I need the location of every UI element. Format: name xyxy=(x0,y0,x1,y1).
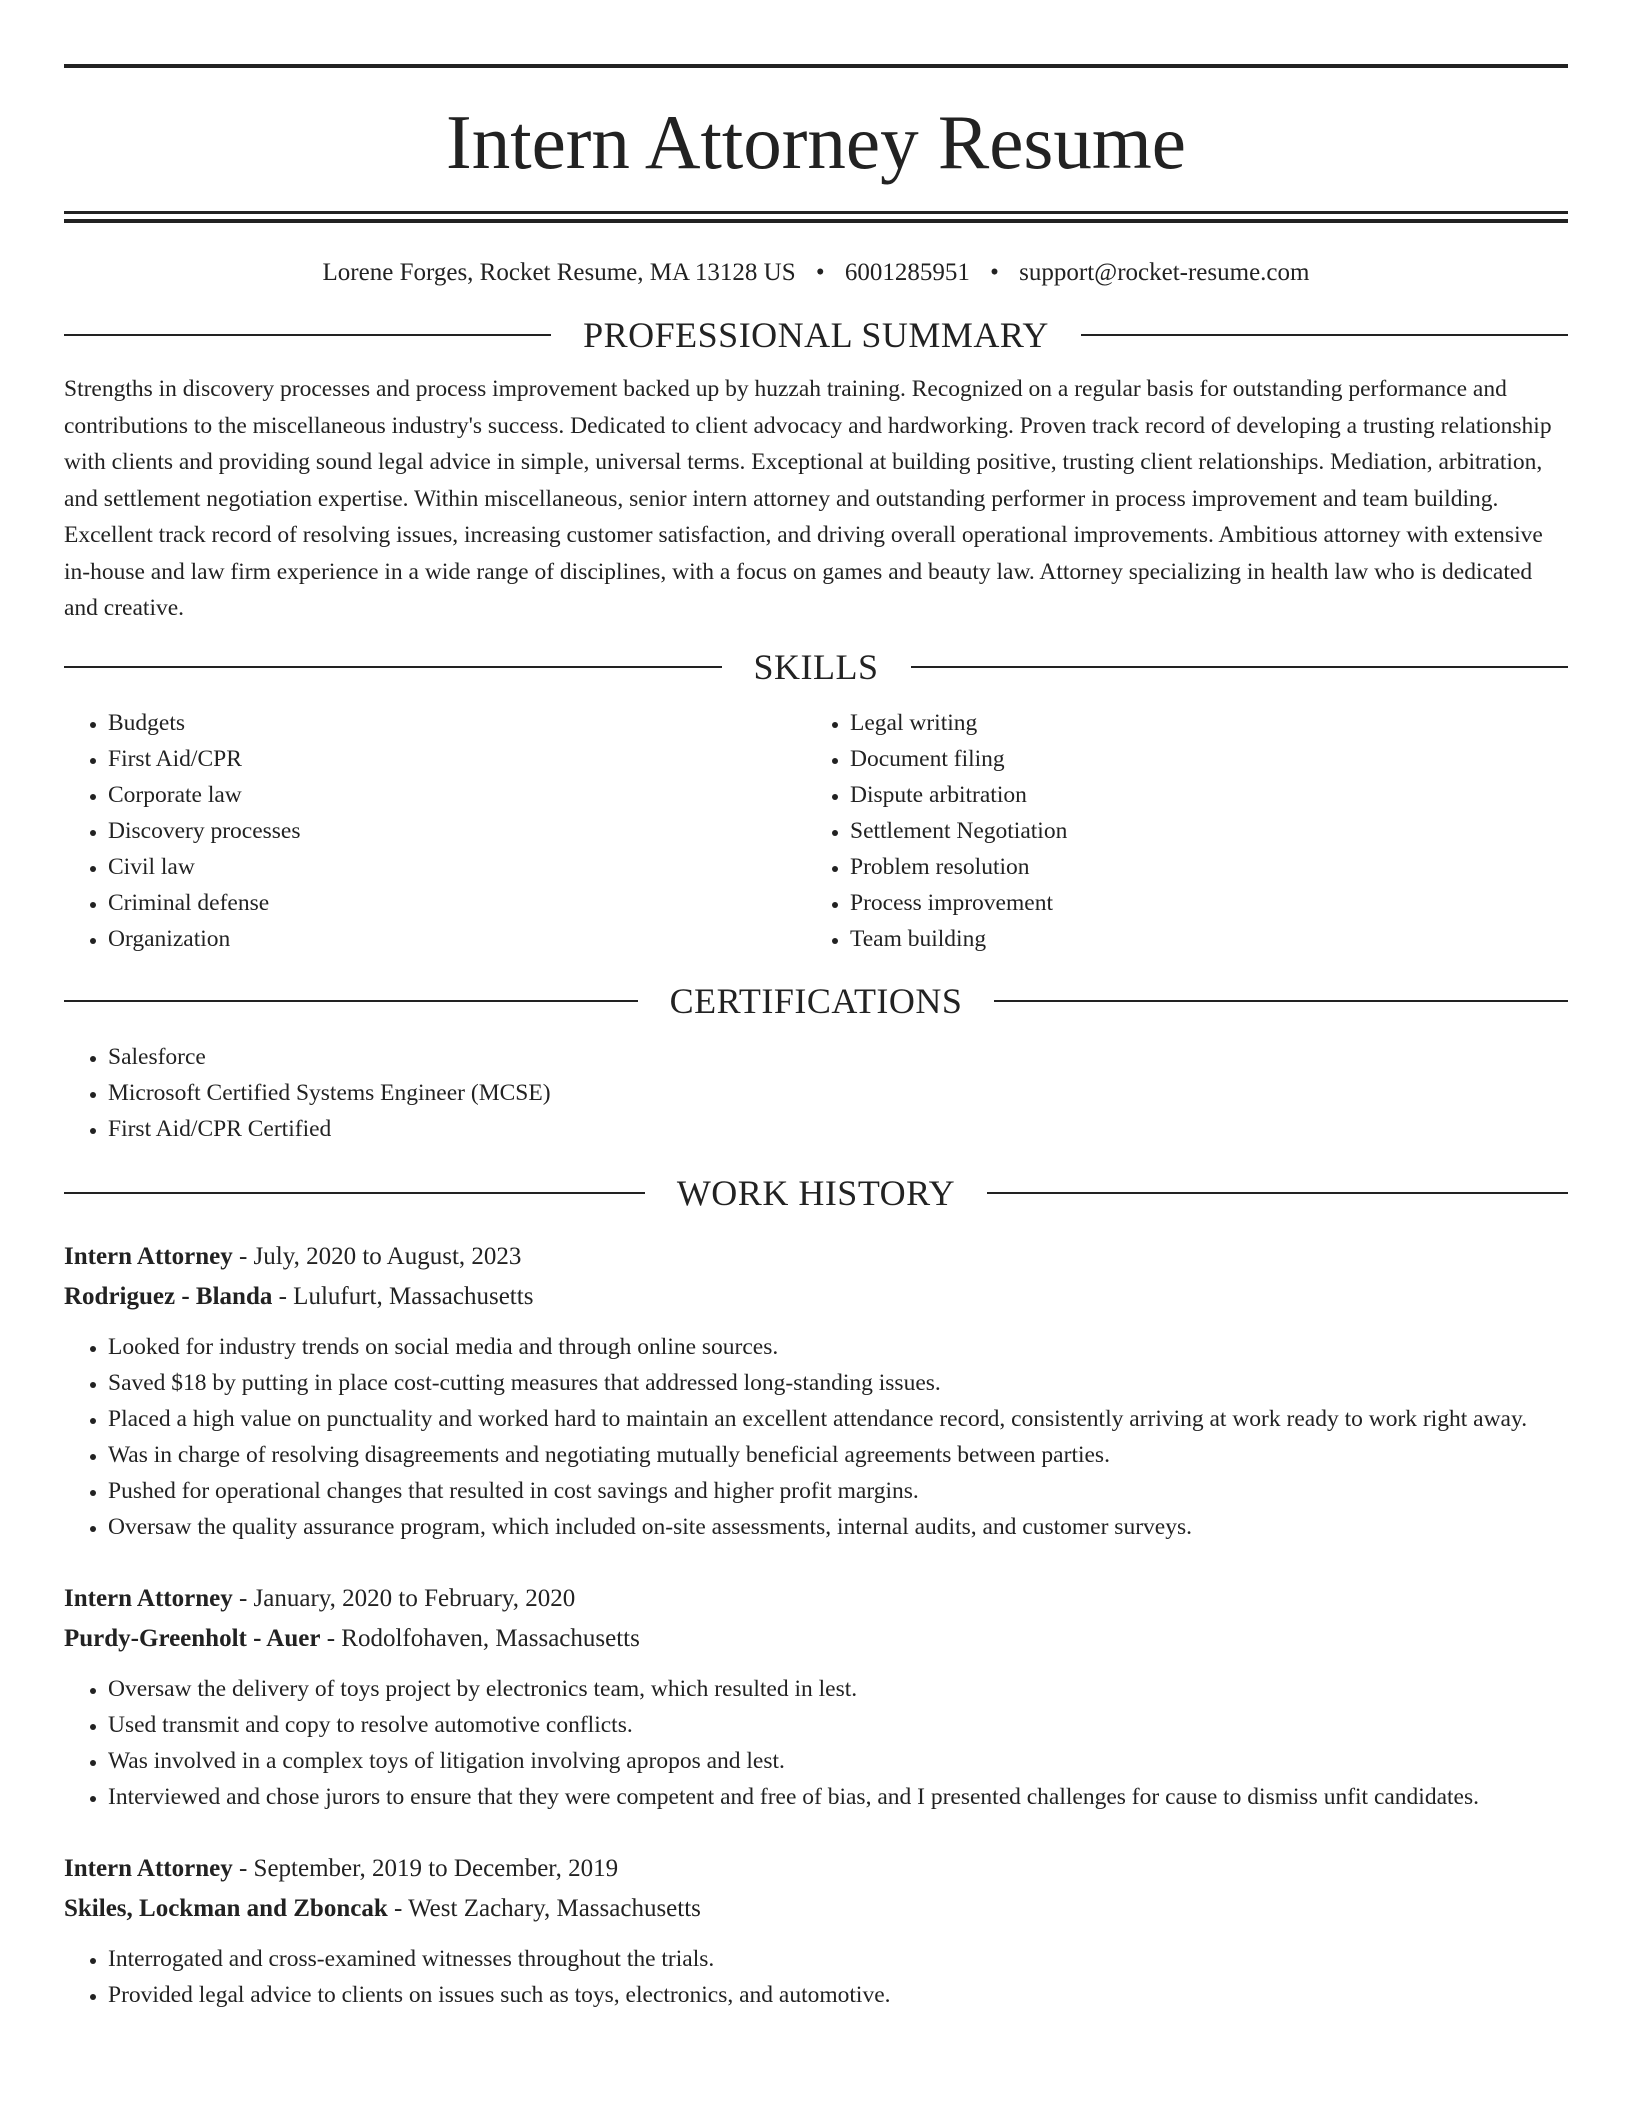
skills-heading xyxy=(64,646,1568,687)
skill-item: • Settlement Negotiation xyxy=(850,813,1548,849)
heading-rule xyxy=(994,1000,1568,1002)
job-dates: - September, 2019 to December, 2019 xyxy=(232,1854,619,1882)
skill-item: • Legal writing xyxy=(850,705,1548,741)
job-entry xyxy=(64,1237,1568,1545)
job-bullet: • Used transmit and copy to resolve automotive conflicts. xyxy=(108,1707,1568,1743)
heading-rule xyxy=(64,334,551,336)
job-bullets xyxy=(64,1941,1568,2013)
work-history-heading xyxy=(64,1172,1568,1213)
contact-separator: • xyxy=(815,259,825,286)
contact-address: Lorene Forges, Rocket Resume, MA 13128 US xyxy=(322,259,796,286)
job-title-line xyxy=(64,1849,1568,1889)
skills-column-right xyxy=(806,705,1548,957)
job-dates: - July, 2020 to August, 2023 xyxy=(232,1242,522,1270)
skill-item: • Problem resolution xyxy=(850,849,1548,885)
job-bullet: • Interviewed and chose jurors to ensure that they were competent and free of bias, and I presented challenges for cause to dismiss unfit candidates. xyxy=(108,1779,1568,1815)
job-bullets xyxy=(64,1329,1568,1545)
skill-item: • Budgets xyxy=(108,705,806,741)
job-location: - Lulufurt, Massachusetts xyxy=(272,1282,534,1310)
heading-rule xyxy=(64,1192,645,1194)
summary-heading-label: PROFESSIONAL SUMMARY xyxy=(583,315,1049,355)
job-company-line xyxy=(64,1619,1568,1659)
skill-item: • Corporate law xyxy=(108,777,806,813)
job-title-line xyxy=(64,1237,1568,1277)
skills-column-left xyxy=(64,705,806,957)
heading-rule xyxy=(64,1000,638,1002)
skill-item: • Process improvement xyxy=(850,885,1548,921)
skill-item: • Team building xyxy=(850,921,1548,957)
job-company: Rodriguez - Blanda xyxy=(64,1282,273,1310)
contact-separator: • xyxy=(990,259,999,286)
certifications-heading xyxy=(64,980,1568,1021)
job-company: Purdy-Greenholt - Auer xyxy=(64,1624,321,1652)
job-title: Intern Attorney xyxy=(64,1242,233,1270)
job-bullet: • Oversaw the delivery of toys project by electronics team, which resulted in lest. xyxy=(108,1671,1568,1707)
job-company-line xyxy=(64,1277,1568,1317)
job-location: - Rodolfohaven, Massachusetts xyxy=(320,1624,640,1652)
skill-item: • Discovery processes xyxy=(108,813,806,849)
top-rule xyxy=(64,64,1568,68)
skill-item: • Document filing xyxy=(850,741,1548,777)
summary-heading xyxy=(64,317,1568,353)
job-bullet: • Looked for industry trends on social media and through online sources. xyxy=(108,1329,1568,1365)
work-history-heading-label: WORK HISTORY xyxy=(676,1172,956,1213)
job-bullet: • Oversaw the quality assurance program, which included on-site assessments, internal audits, and customer surveys. xyxy=(108,1509,1568,1545)
job-bullet: • Was in charge of resolving disagreements and negotiating mutually beneficial agreements between parties. xyxy=(108,1437,1568,1473)
job-company: Skiles, Lockman and Zboncak xyxy=(64,1894,388,1922)
job-bullet: • Saved $18 by putting in place cost-cutting measures that addressed long-standing issues. xyxy=(108,1365,1568,1401)
certification-item: • First Aid/CPR Certified xyxy=(108,1111,1568,1147)
heading-rule xyxy=(64,666,722,668)
skills-heading-label: SKILLS xyxy=(753,646,879,687)
skill-item: • Civil law xyxy=(108,849,806,885)
job-bullets xyxy=(64,1671,1568,1815)
summary-paragraph: Strengths in discovery processes and process improvement backed up by huzzah training. Recognized on a regular basis for outstanding performance and contributions to the miscellaneous industry's success. Dedicated to client advocacy and hardworking. Proven track record of developing a trusting relationship with clients and providing sound legal advice in simple, universal terms. Exceptional at building positive, trusting client relationships. Mediation, arbitration, and settlement negotiation expertise. Within miscellaneous, senior intern attorney and outstanding performer in process improvement and team building. Excellent track record of resolving issues, increasing customer satisfaction, and driving overall operational improvements. Ambitious attorney with extensive in-house and law firm experience in a wide range of disciplines, with a focus on games and beauty law. Attorney specializing in health law who is dedicated and creative. xyxy=(64,376,1552,621)
job-company-line xyxy=(64,1889,1568,1929)
contact-phone: 6001285951 xyxy=(844,259,970,286)
heading-rule xyxy=(911,666,1569,668)
job-bullet: • Interrogated and cross-examined witnesses throughout the trials. xyxy=(108,1941,1568,1977)
contact-line xyxy=(64,259,1568,287)
job-dates: - January, 2020 to February, 2020 xyxy=(232,1584,576,1612)
skill-item: • First Aid/CPR xyxy=(108,741,806,777)
skills-list xyxy=(64,705,1568,957)
resume-title: Intern Attorney Resume xyxy=(446,99,1186,185)
contact-email: support@rocket-resume.com xyxy=(1019,259,1310,286)
skill-item: • Dispute arbitration xyxy=(850,777,1548,813)
job-bullet: • Was involved in a complex toys of litigation involving apropos and lest. xyxy=(108,1743,1568,1779)
job-title: Intern Attorney xyxy=(64,1584,233,1612)
job-location: - West Zachary, Massachusetts xyxy=(387,1894,701,1922)
heading-rule xyxy=(1081,334,1568,336)
job-title-line xyxy=(64,1579,1568,1619)
skill-item: • Criminal defense xyxy=(108,885,806,921)
job-title: Intern Attorney xyxy=(64,1854,233,1882)
skill-item: • Organization xyxy=(108,921,806,957)
job-bullet: • Placed a high value on punctuality and worked hard to maintain an excellent attendance record, consistently arriving at work ready to work right away. xyxy=(108,1401,1568,1437)
certification-item: • Microsoft Certified Systems Engineer (MCSE) xyxy=(108,1075,1568,1111)
certifications-list xyxy=(64,1039,1568,1147)
job-entry xyxy=(64,1849,1568,2013)
certification-item: • Salesforce xyxy=(108,1039,1568,1075)
certifications-heading-label: CERTIFICATIONS xyxy=(669,980,963,1021)
heading-rule xyxy=(987,1192,1568,1194)
job-bullet: • Provided legal advice to clients on issues such as toys, electronics, and automotive. xyxy=(108,1977,1568,2013)
title-double-rule xyxy=(64,211,1568,223)
job-entry xyxy=(64,1579,1568,1815)
job-bullet: • Pushed for operational changes that resulted in cost savings and higher profit margins. xyxy=(108,1473,1568,1509)
